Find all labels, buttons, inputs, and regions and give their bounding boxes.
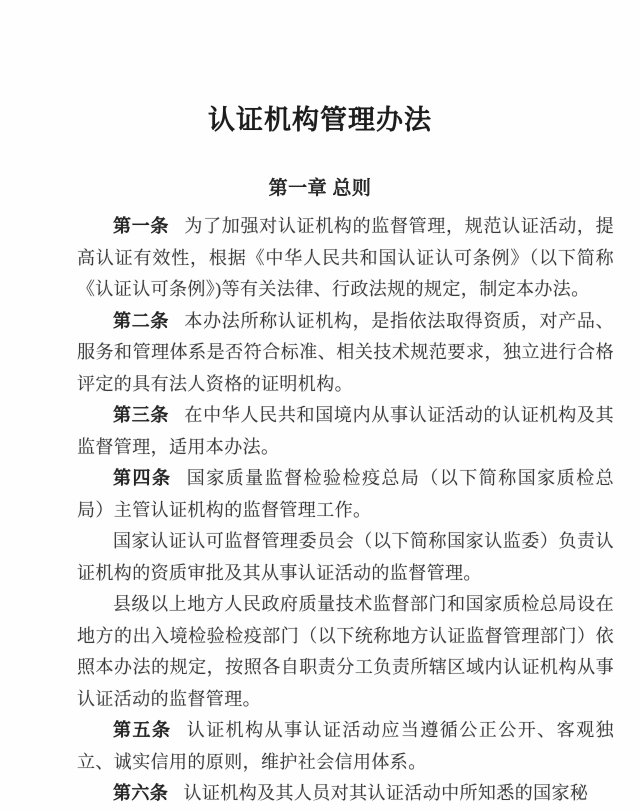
article-text: 本办法所称认证机构，是指依法取得资质，对产品、服务和管理体系是否符合标准、相关技术规范要求，独立进行合格评定的具有法人资格的证明机构。 [77, 310, 614, 394]
article-paragraph-4-continued-1 [77, 526, 614, 589]
article-paragraph-5 [77, 715, 614, 778]
article-text: 县级以上地方人民政府质量技术监督部门和国家质检总局设在地方的出入境检验检疫部门（以下统称地方认证监督管理部门）依照本办法的规定，按照各自职责分工负责所辖区域内认证机构从事认证活动的监督管理。 [77, 594, 614, 709]
article-label: 第三条 [113, 405, 170, 425]
article-text: 在中华人民共和国境内从事认证活动的认证机构及其监督管理，适用本办法。 [77, 405, 614, 457]
article-paragraph-2 [77, 306, 614, 401]
article-label: 第五条 [113, 720, 172, 740]
document-body [77, 211, 614, 810]
article-text: 国家认证认可监督管理委员会（以下简称国家认监委）负责认证机构的资质审批及其从事认证活动的监督管理。 [77, 531, 614, 583]
article-paragraph-6 [77, 778, 614, 810]
article-label: 第一条 [113, 216, 170, 236]
article-label: 第六条 [113, 783, 169, 803]
article-label: 第四条 [113, 468, 172, 488]
article-label: 第二条 [113, 310, 170, 331]
article-text: 为了加强对认证机构的监督管理，规范认证活动，提高认证有效性，根据《中华人民共和国认证认可条例》（以下简称《认证认可条例》)等有关法律、行政法规的规定，制定本办法。 [77, 216, 614, 299]
document-title: 认证机构管理办法 [208, 105, 432, 135]
article-paragraph-1 [77, 211, 614, 306]
article-text: 国家质量监督检验检疫总局（以下简称国家质检总局）主管认证机构的监督管理工作。 [77, 468, 614, 520]
article-text: 认证机构从事认证活动应当遵循公正公开、客观独立、诚实信用的原则，维护社会信用体系。 [77, 720, 614, 772]
chapter-heading: 第一章 总则 [268, 178, 372, 199]
article-paragraph-4 [77, 463, 614, 526]
article-text: 认证机构及其人员对其认证活动中所知悉的国家秘 [183, 783, 589, 803]
article-paragraph-4-continued-2 [77, 589, 614, 715]
article-paragraph-3 [77, 400, 614, 463]
